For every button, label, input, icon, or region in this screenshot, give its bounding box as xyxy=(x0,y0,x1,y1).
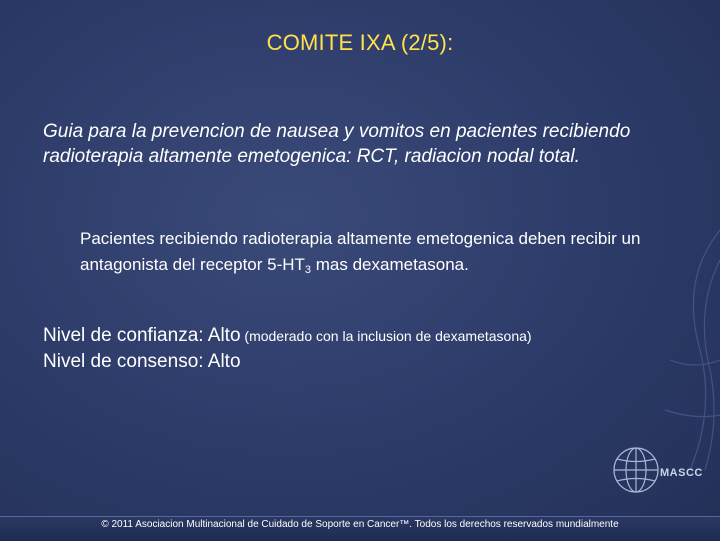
consensus-value: Alto xyxy=(207,351,241,372)
guideline-text: Guia para la prevencion de nausea y vomitos en pacientes recibiendo radioterapia altamente emetogenica: RCT, radiacion nodal total. xyxy=(43,121,631,167)
recommendation-subscript: 3 xyxy=(304,264,312,276)
footer-copyright: © 2011 Asociacion Multinacional de Cuidado de Soporte en Cancer™. Todos los derechos reservados mundialmente xyxy=(101,519,619,530)
levels-block xyxy=(43,323,683,375)
confidence-value: Alto xyxy=(207,325,241,346)
recommendation-part1: Pacientes recibiendo radioterapia altamente emetogenica deben recibir un antagonista del receptor 5-HT xyxy=(80,229,641,274)
confidence-note: (moderado con la inclusion de dexametasona) xyxy=(240,328,532,344)
confidence-line xyxy=(43,323,683,349)
slide-title: COMITE IXA (2/5): xyxy=(266,30,454,55)
consensus-label: Nivel de consenso: xyxy=(43,351,208,372)
recommendation-part2: mas dexametasona. xyxy=(311,255,469,274)
recommendation-text xyxy=(80,226,680,283)
consensus-line xyxy=(43,349,683,375)
confidence-label: Nivel de confianza: xyxy=(43,325,208,346)
mascc-logo-text: MASCC xyxy=(660,467,703,479)
